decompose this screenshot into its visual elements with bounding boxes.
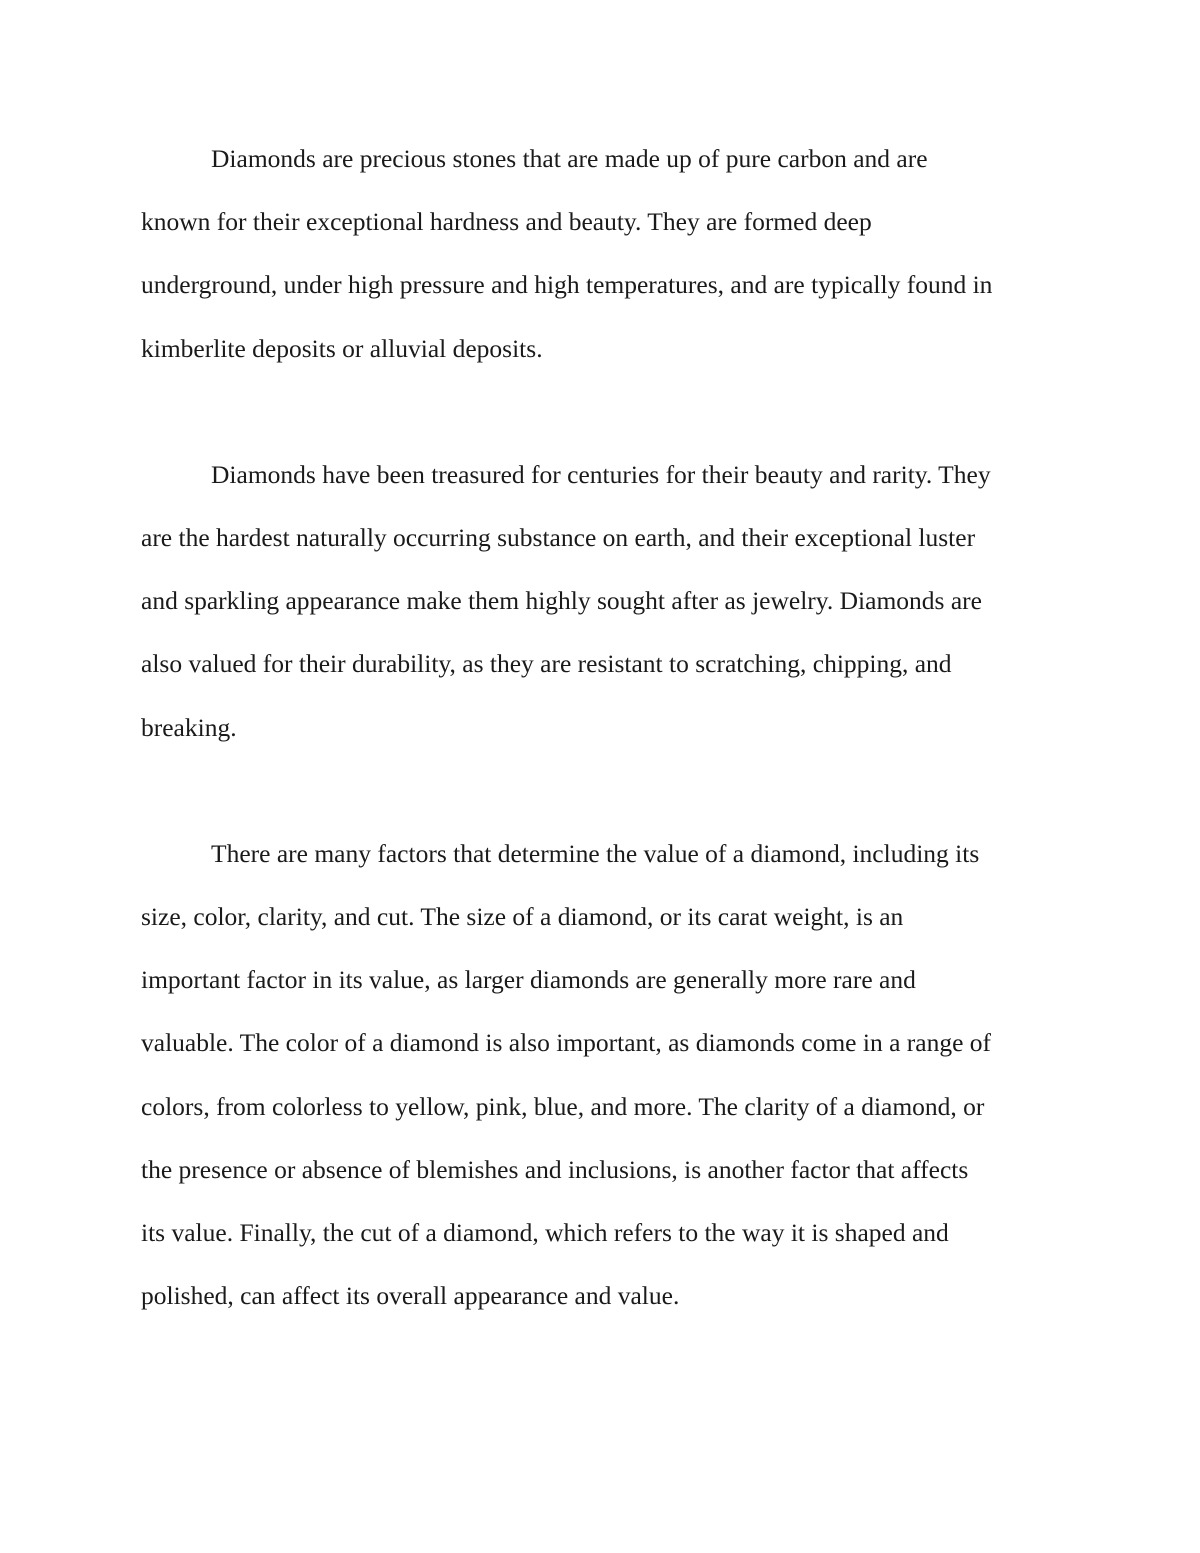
text-line: also valued for their durability, as they are resistant to scratching, chipping, and	[141, 649, 952, 679]
text-line: kimberlite deposits or alluvial deposits.	[141, 333, 543, 363]
text-line: valuable. The color of a diamond is also important, as diamonds come in a range of	[141, 1028, 992, 1058]
text-line: and sparkling appearance make them highly sought after as jewelry. Diamonds are	[141, 586, 982, 616]
document-body	[141, 127, 1063, 1327]
text-line: size, color, clarity, and cut. The size of a diamond, or its carat weight, is an	[141, 902, 904, 932]
text-line: its value. Finally, the cut of a diamond, which refers to the way it is shaped and	[141, 1218, 949, 1248]
text-line: breaking.	[141, 712, 237, 742]
text-line: Diamonds are precious stones that are made up of pure carbon and are	[211, 144, 928, 173]
text-line: are the hardest naturally occurring substance on earth, and their exceptional luster	[141, 523, 976, 553]
text-line: known for their exceptional hardness and beauty. They are formed deep	[141, 207, 872, 237]
paragraph-diamond-formation	[141, 127, 1063, 380]
text-line: the presence or absence of blemishes and inclusions, is another factor that affects	[141, 1154, 969, 1184]
text-line: underground, under high pressure and high temperatures, and are typically found in	[141, 270, 993, 300]
text-line: Diamonds have been treasured for centuries for their beauty and rarity. They	[211, 459, 991, 489]
text-line: colors, from colorless to yellow, pink, blue, and more. The clarity of a diamond, or	[141, 1091, 985, 1121]
text-line: There are many factors that determine the value of a diamond, including its	[211, 838, 980, 868]
text-line: polished, can affect its overall appearance and value.	[141, 1281, 680, 1311]
paragraph-diamond-history	[141, 443, 1063, 759]
text-line: important factor in its value, as larger diamonds are generally more rare and	[141, 965, 916, 995]
paragraph-diamond-value	[141, 822, 1063, 1328]
